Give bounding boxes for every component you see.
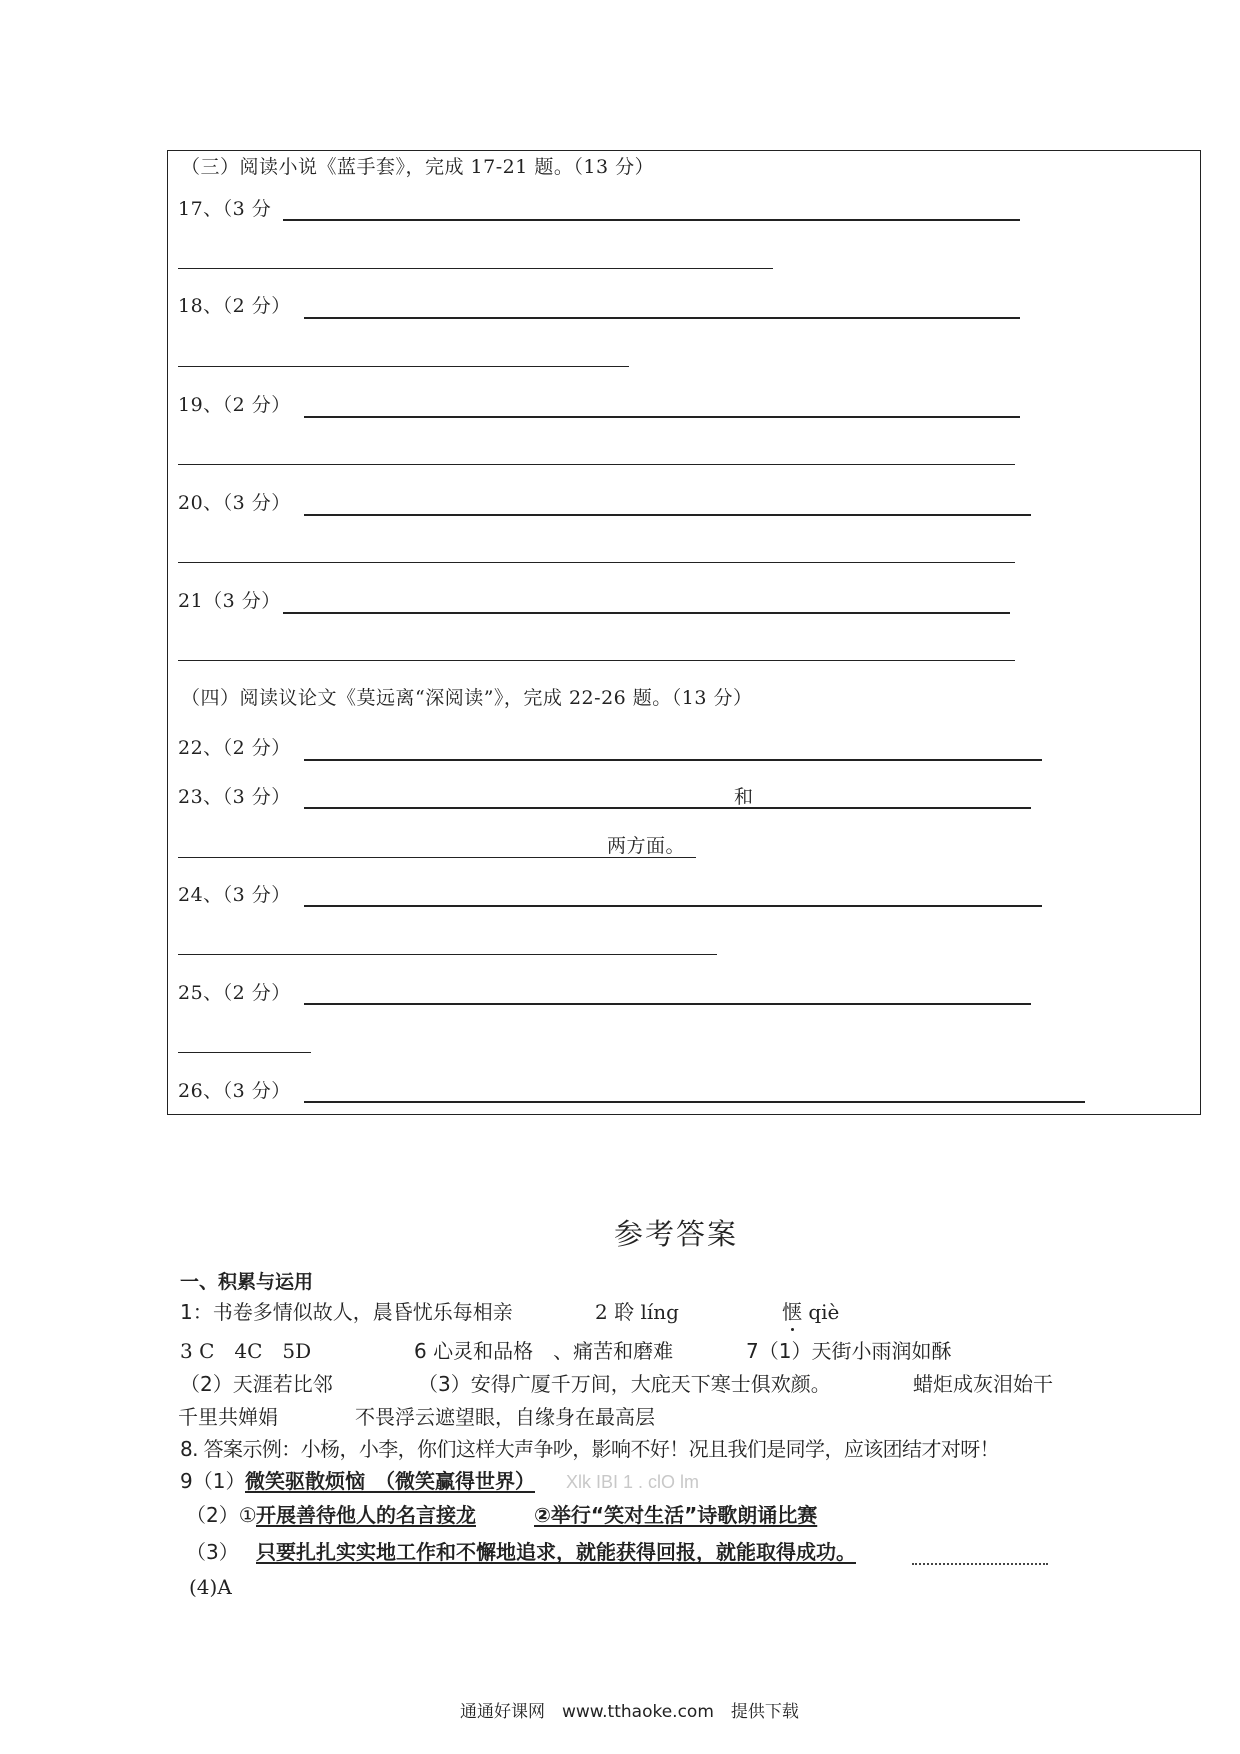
q26-answer-line[interactable] [304,1101,1085,1103]
q17-answer-line-2[interactable] [178,268,773,269]
q25-answer-line-2[interactable] [178,1052,311,1053]
q18-label: 18、（2 分） [178,295,291,317]
q25-answer-line-1[interactable] [304,1003,1031,1005]
answer-2: 2 聆 líng [595,1300,679,1324]
answer-9-1: 微笑驱散烦恼 （微笑赢得世界） [245,1469,535,1493]
answer-3-5: 3 C 4C 5D [180,1339,312,1363]
answer-7-1: 7（1）天街小雨润如酥 [746,1339,952,1363]
q20-answer-line-1[interactable] [304,514,1031,516]
q26-label: 26、（3 分） [178,1080,291,1102]
answer-9-4: (4)A [189,1575,232,1599]
q23-answer-line-1[interactable] [304,807,1031,809]
q24-answer-line-2[interactable] [178,954,717,955]
section3-title: （三）阅读小说《蓝手套》，完成 17-21 题。（13 分） [181,156,655,178]
answer-2b: 惬 qiè [782,1300,840,1324]
q20-answer-line-2[interactable] [178,562,1015,563]
answer-9-2b: ②举行“笑对生活”诗歌朗诵比赛 [534,1503,818,1527]
q23-label: 23、（3 分） [178,786,291,808]
watermark-text: Xlk IBI 1 . clO lm [566,1472,700,1492]
answer-9-2a: 开展善待他人的名言接龙 [256,1503,476,1527]
answer-7-2: （2）天涯若比邻 [180,1372,333,1396]
answer-7-4: 蜡炬成灰泪始干 [913,1372,1053,1396]
q21-answer-line-1[interactable] [283,612,1010,614]
answer-1: 1：书卷多情似故人，晨昏忧乐每相亲 [180,1300,513,1324]
answer-sheet-box [167,150,1201,1115]
q23-tail-text: 两方面。 [607,835,686,857]
q17-answer-line-1[interactable] [283,219,1020,221]
q18-answer-line-2[interactable] [178,366,629,367]
answer-7-6: 不畏浮云遮望眼，自缘身在最高层 [355,1405,655,1429]
answer-7-3: （3）安得广厦千万间，大庇天下寒士俱欢颜。 [418,1372,831,1396]
emphasis-dot [791,1328,794,1331]
q21-label: 21（3 分） [178,590,281,612]
q24-label: 24、（3 分） [178,884,291,906]
section4-title: （四）阅读议论文《莫远离“深阅读”》，完成 22-26 题。（13 分） [181,687,753,709]
answer-key-heading: 参考答案 [614,1217,739,1251]
answer-8: 8. 答案示例：小杨，小李，你们这样大声争吵，影响不好！况且我们是同学，应该团结才对呀！ [180,1437,1000,1461]
answer-9-2-prefix: （2）① [186,1503,257,1527]
answer-9-1-prefix: 9（1） [180,1469,246,1493]
q22-answer-line[interactable] [304,759,1042,761]
section1-title: 一、积累与运用 [180,1271,314,1293]
q17-label: 17、（3 分 [178,198,272,220]
q19-answer-line-1[interactable] [304,416,1020,418]
q23-answer-line-2[interactable] [178,857,696,858]
q22-label: 22、（2 分） [178,737,291,759]
answer-9-3: 只要扎扎实实地工作和不懈地追求，就能获得回报，就能取得成功。 [256,1540,856,1564]
answer-6: 6 心灵和品格 、痛苦和磨难 [414,1339,674,1363]
answer-7-5: 千里共婵娟 [178,1405,278,1429]
answer-9-3-prefix: （3） [186,1540,239,1564]
q25-label: 25、（2 分） [178,982,291,1004]
q24-answer-line-1[interactable] [304,905,1042,907]
q19-answer-line-2[interactable] [178,464,1015,465]
q19-label: 19、（2 分） [178,394,291,416]
q21-answer-line-2[interactable] [178,660,1015,661]
answer-9-3-dotted-line [912,1563,1048,1565]
footer-text: 通通好课网 www.tthaoke.com 提供下载 [460,1702,799,1722]
q20-label: 20、（3 分） [178,492,291,514]
q18-answer-line-1[interactable] [304,317,1020,319]
q23-and-text: 和 [734,786,754,808]
